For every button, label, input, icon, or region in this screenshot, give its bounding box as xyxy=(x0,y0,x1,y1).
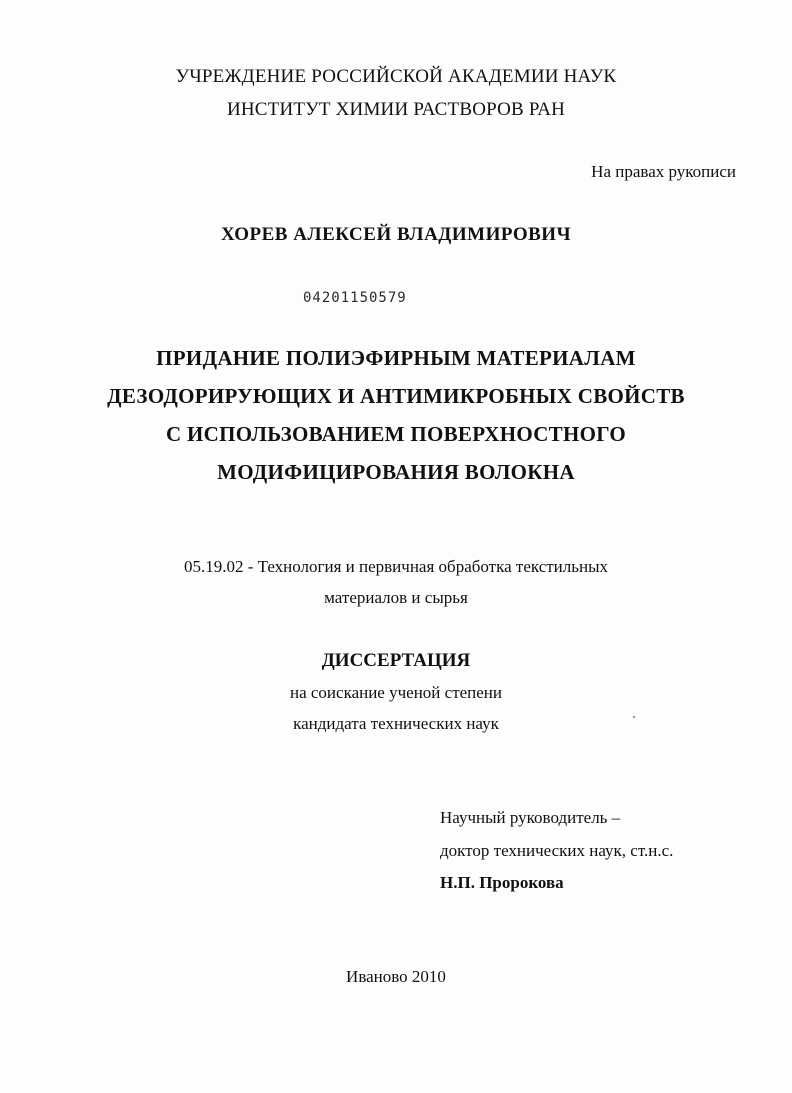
dissertation-heading: ДИССЕРТАЦИЯ xyxy=(321,650,471,671)
title-line-4: МОДИФИЦИРОВАНИЯ ВОЛОКНА xyxy=(217,460,575,484)
title-line-2: ДЕЗОДОРИРУЮЩИХ И АНТИМИКРОБНЫХ СВОЙСТВ xyxy=(107,384,685,408)
rights-note: На правах рукописи xyxy=(591,162,736,181)
institution-line-1: УЧРЕЖДЕНИЕ РОССИЙСКОЙ АКАДЕМИИ НАУК xyxy=(175,66,617,87)
institution-line-2: ИНСТИТУТ ХИМИИ РАСТВОРОВ РАН xyxy=(226,99,566,120)
advisor-role: Научный руководитель – xyxy=(440,808,621,827)
specialty-line-2: материалов и сырья xyxy=(324,588,468,607)
author-name: ХОРЕВ АЛЕКСЕЙ ВЛАДИМИРОВИЧ xyxy=(220,224,572,245)
title-line-1: ПРИДАНИЕ ПОЛИЭФИРНЫМ МАТЕРИАЛАМ xyxy=(156,346,636,370)
city-year: Иваново 2010 xyxy=(346,967,446,986)
specialty-line-1: 05.19.02 - Технология и первичная обработка текстильных xyxy=(183,557,609,576)
degree-line-1: на соискание ученой степени xyxy=(289,683,503,702)
advisor-name: Н.П. Пророкова xyxy=(440,873,564,892)
scan-speck xyxy=(633,716,635,718)
title-line-3: С ИСПОЛЬЗОВАНИЕМ ПОВЕРХНОСТНОГО xyxy=(165,422,627,446)
degree-line-2: кандидата технических наук xyxy=(293,714,499,733)
advisor-degree: доктор технических наук, ст.н.с. xyxy=(440,841,674,860)
library-stamp-number: 04201150579 xyxy=(303,290,407,306)
